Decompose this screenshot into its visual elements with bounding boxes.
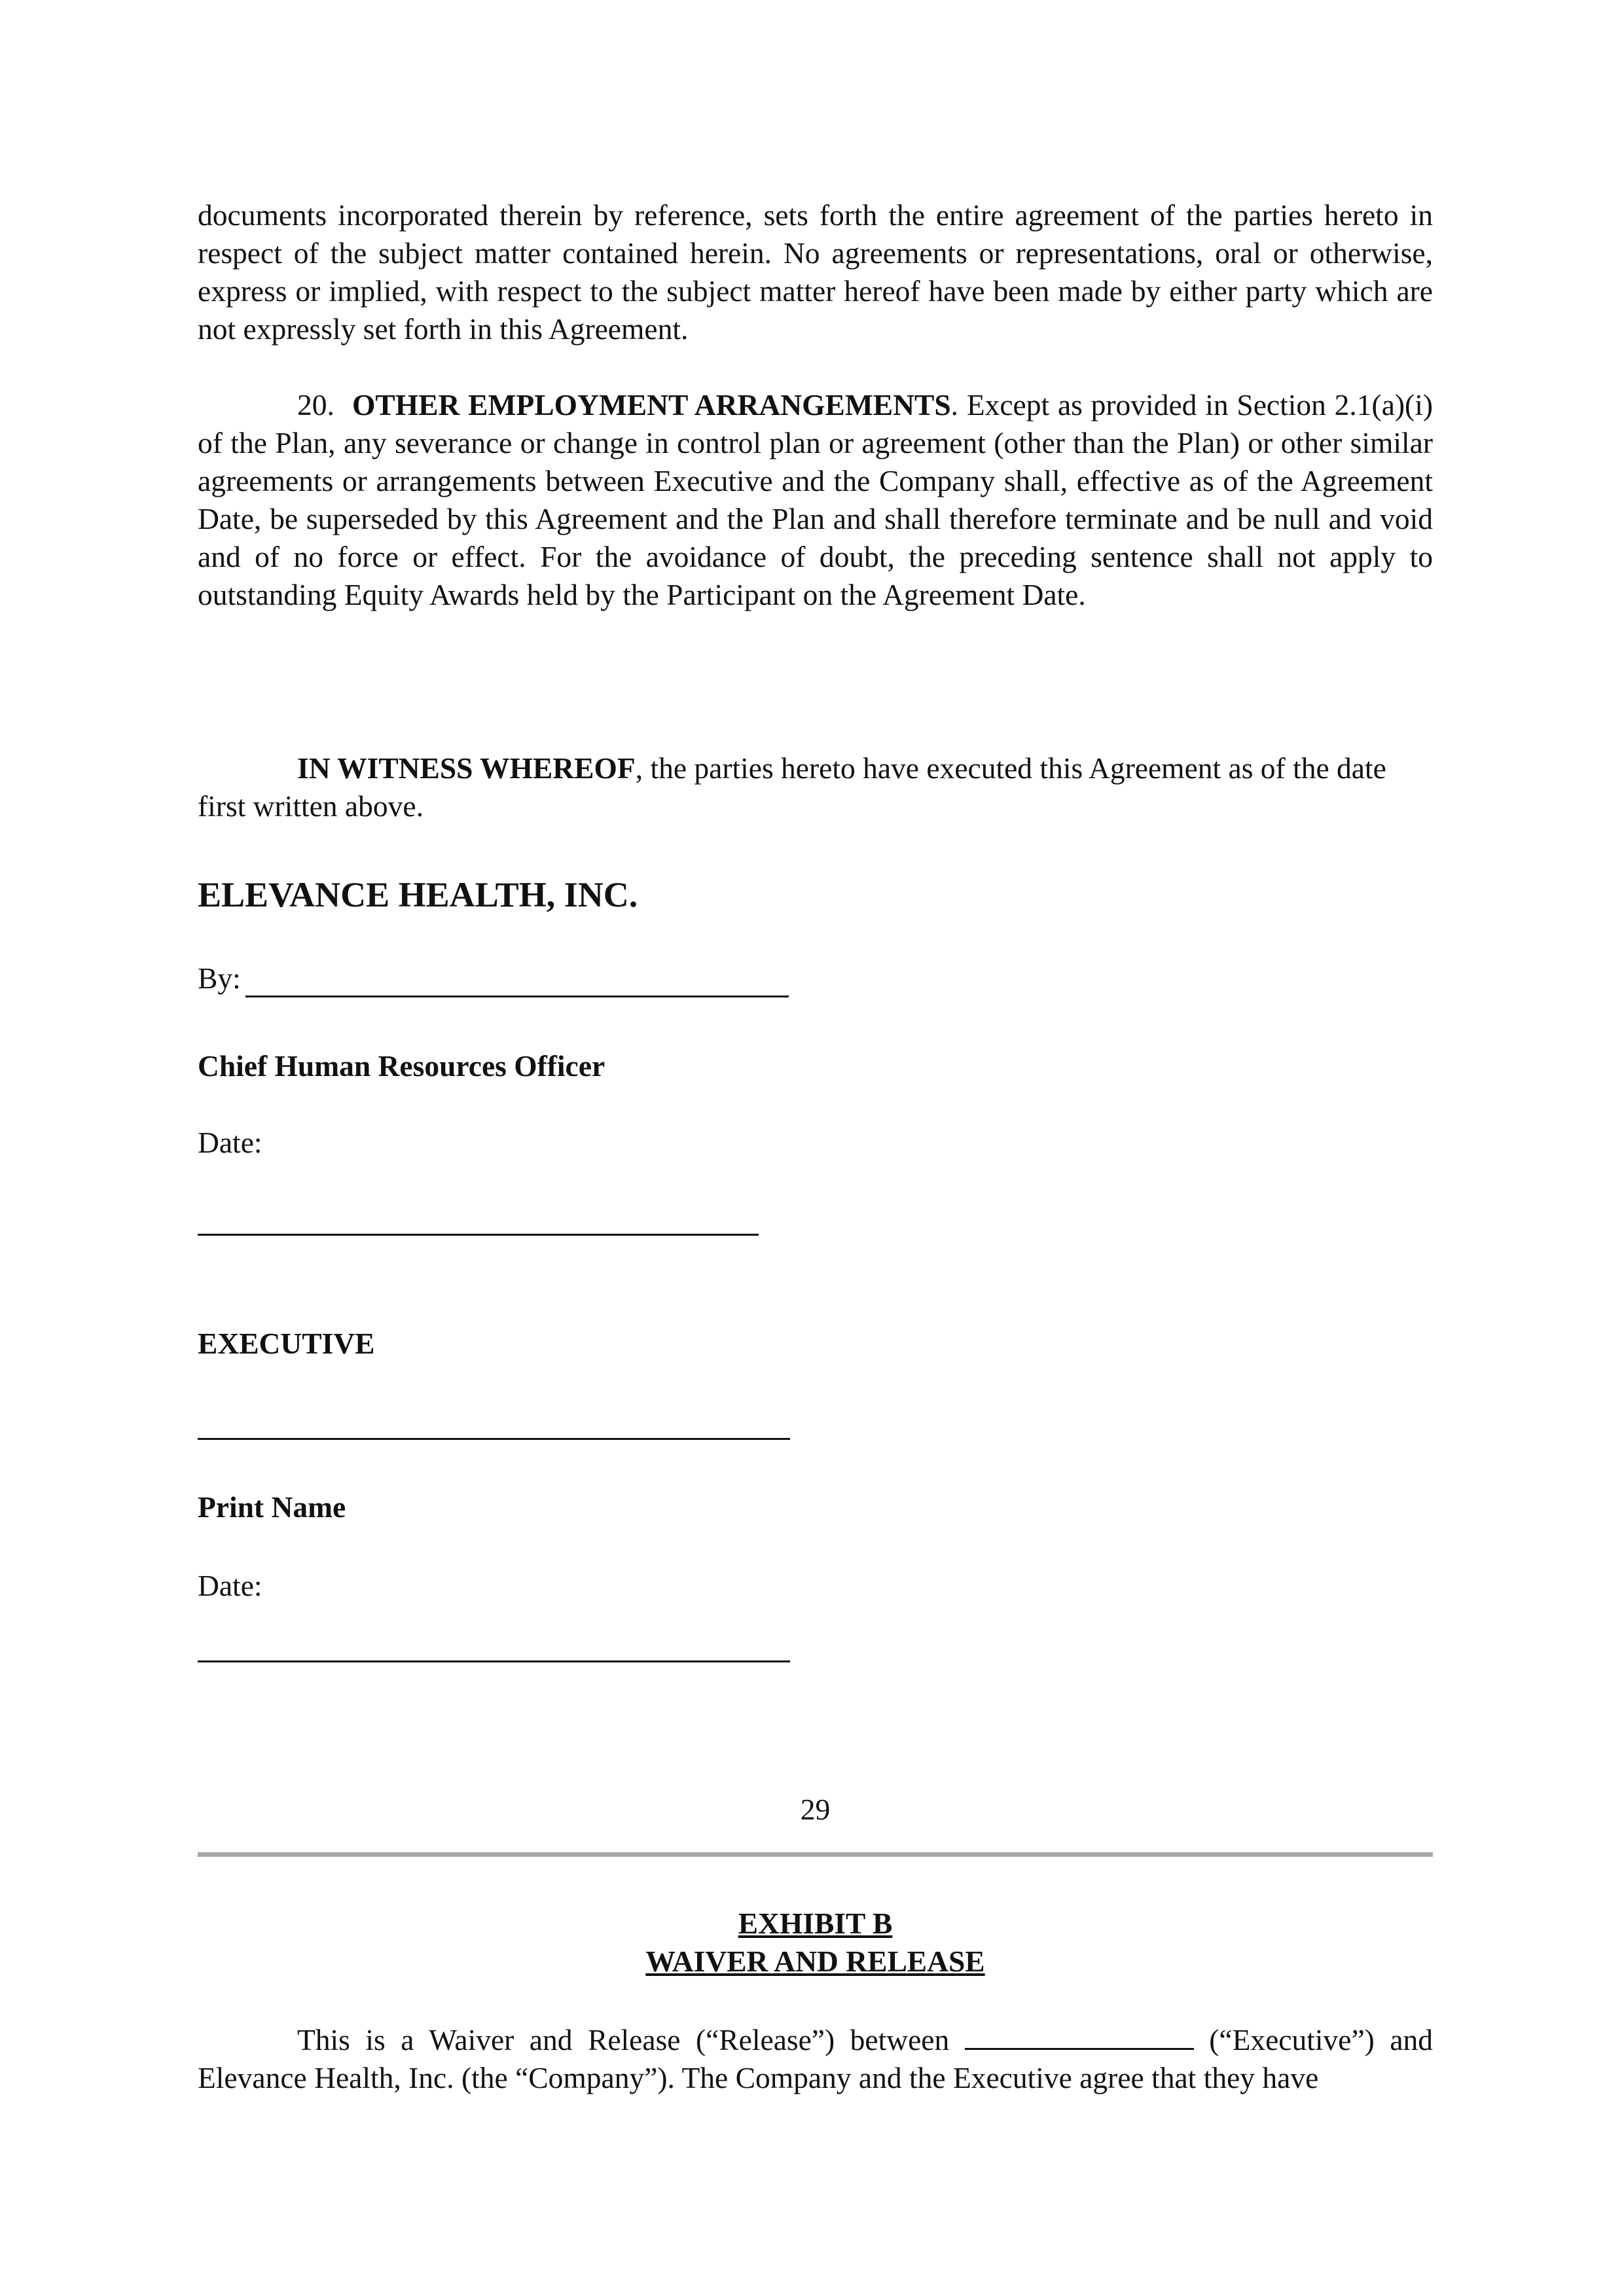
section-number: 20. [297, 388, 334, 422]
executive-signature-line[interactable] [198, 1438, 790, 1440]
release-intro-paragraph [198, 2021, 1433, 2097]
exhibit-title: EXHIBIT B [738, 1907, 893, 1940]
by-label: By: [198, 961, 241, 995]
witness-lead: IN WITNESS WHEREOF [297, 751, 636, 785]
officer-title: Chief Human Resources Officer [198, 1049, 605, 1083]
date-label-executive: Date: [198, 1569, 262, 1602]
section-body: . Except as provided in Section 2.1(a)(i) of the Plan, any severance or change in control plan or agreement (other than the Plan) or other similar agreements or arrangements between Executive and the Company shall, effective as of the Agreement Date, be superseded by this Agreement and the Plan and shall therefore terminate and be null and void and of no force or effect. For the avoidance of doubt, the preceding sentence shall not apply to outstanding Equity Awards held by the Participant on the Agreement Date. [198, 388, 1433, 611]
company-signature-line[interactable] [245, 996, 789, 997]
company-name: ELEVANCE HEALTH, INC. [198, 875, 638, 914]
witness-paragraph [198, 749, 1396, 825]
executive-label: EXECUTIVE [198, 1327, 375, 1360]
date-label-company: Date: [198, 1126, 262, 1159]
executive-name-blank[interactable] [965, 2022, 1194, 2050]
page-break-rule [198, 1852, 1433, 1857]
company-date-line[interactable] [198, 1234, 759, 1236]
continuation-paragraph: documents incorporated therein by reference, sets forth the entire agreement of the parties hereto in respect of the subject matter contained herein. No agreements or representations, oral or otherwise, express or implied, with respect to the subject matter hereof have been made by either party which are not expressly set forth in this Agreement. [198, 198, 1433, 346]
section-20-paragraph [198, 386, 1433, 614]
page-number: 29 [800, 1793, 831, 1826]
witness-rest: , the parties hereto have executed this Agreement as of the date first written above. [198, 751, 1386, 823]
executive-date-line[interactable] [198, 1660, 790, 1662]
release-intro-after: (“Executive”) and Elevance Health, Inc. (the “Company”). The Company and the Executive agree that they have [198, 2023, 1434, 2094]
exhibit-subtitle: WAIVER AND RELEASE [645, 1945, 985, 1978]
release-intro-before: This is a Waiver and Release (“Release”) between [297, 2023, 950, 2056]
section-heading: OTHER EMPLOYMENT ARRANGEMENTS [352, 388, 951, 422]
print-name-label: Print Name [198, 1490, 346, 1524]
